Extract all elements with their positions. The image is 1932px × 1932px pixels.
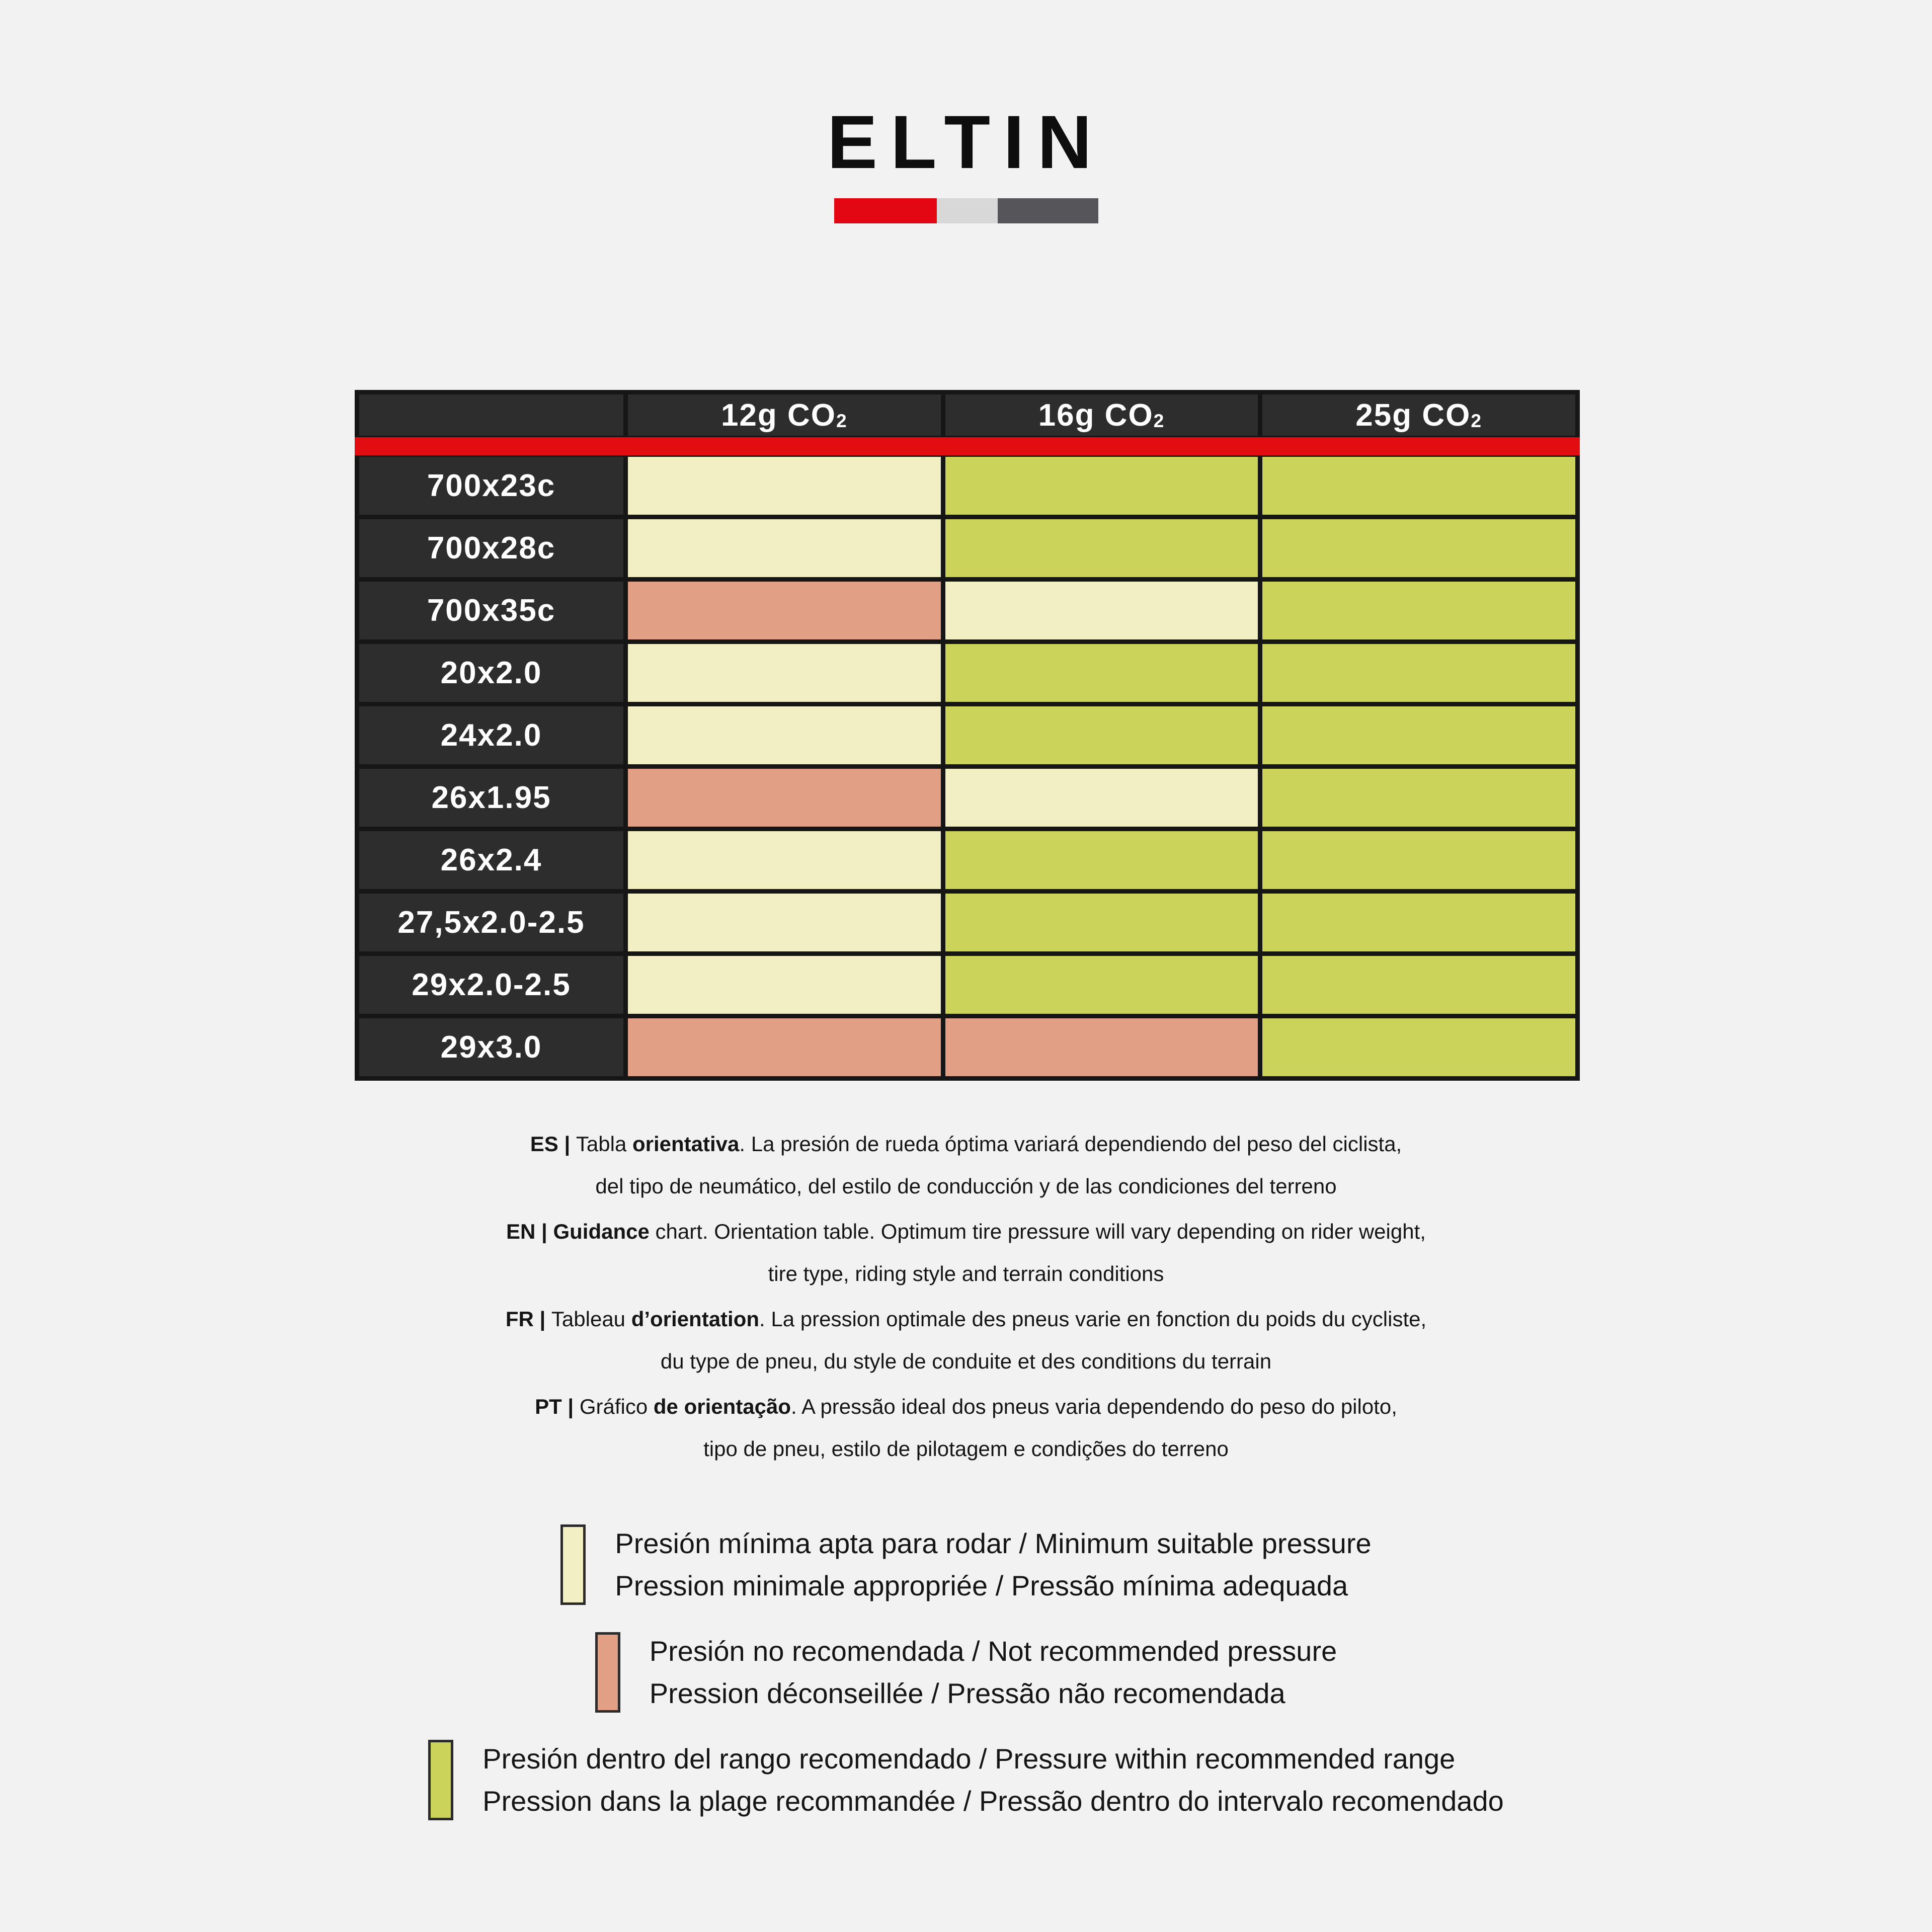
pressure-cell-recommended: [1262, 769, 1575, 827]
column-header: 25g CO 2: [1262, 394, 1575, 436]
tire-size-label: 700x35c: [359, 582, 623, 639]
brand-logo-text: ELTIN: [827, 100, 1105, 184]
guidance-notes: [0, 1123, 1932, 1473]
tire-size-label: 20x2.0: [359, 644, 623, 702]
column-header: 16g CO 2: [945, 394, 1258, 436]
column-header: 12g CO 2: [628, 394, 941, 436]
pressure-cell-min: [628, 831, 941, 889]
note-segment: tipo de pneu, estilo de pilotagem e condições do terreno: [703, 1437, 1229, 1461]
legend-item-not_recommended: [0, 1630, 1932, 1715]
tire-size-label: 27,5x2.0-2.5: [359, 894, 623, 951]
pressure-cell-recommended: [945, 519, 1258, 577]
legend-label: [650, 1630, 1337, 1715]
note-segment: Tabla: [576, 1132, 632, 1156]
tire-size-label: 26x2.4: [359, 831, 623, 889]
pressure-cell-recommended: [1262, 457, 1575, 515]
tire-size-label: 24x2.0: [359, 706, 623, 764]
legend-swatch-min: [560, 1524, 586, 1605]
note-line: [0, 1211, 1932, 1253]
note-segment: orientativa: [632, 1132, 740, 1156]
legend-label-line: Presión no recomendada / Not recommended pressure: [649, 1635, 1337, 1667]
pressure-cell-min: [628, 519, 941, 577]
note-line: [0, 1165, 1932, 1208]
pressure-cell-min: [628, 644, 941, 702]
legend: [0, 1522, 1932, 1845]
pressure-cell-min: [945, 769, 1258, 827]
logo-bar-segment: [937, 198, 998, 223]
pressure-cell-recommended: [1262, 1018, 1575, 1076]
note-segment: Tableau: [551, 1307, 631, 1331]
logo-bar-segment: [834, 198, 937, 223]
legend-swatch-recommended: [428, 1740, 453, 1820]
note-line: [0, 1428, 1932, 1470]
legend-label-line: Pression déconseillée / Pressão não recomendada: [649, 1677, 1285, 1709]
tire-size-label: 700x23c: [359, 457, 623, 515]
note-line: [0, 1123, 1932, 1165]
brand-logo: [0, 97, 1932, 223]
legend-label-line: Pression dans la plage recommandée / Pressão dentro do intervalo recomendado: [482, 1785, 1504, 1817]
legend-item-min: [0, 1522, 1932, 1607]
subscript-2: 2: [1153, 410, 1165, 431]
pressure-cell-recommended: [1262, 894, 1575, 951]
pressure-cell-recommended: [1262, 519, 1575, 577]
legend-label-line: Presión mínima apta para rodar / Minimum suitable pressure: [615, 1527, 1372, 1559]
pressure-cell-min: [945, 582, 1258, 639]
pressure-cell-not_recommended: [945, 1018, 1258, 1076]
note-line: [0, 1298, 1932, 1340]
note-line: [0, 1253, 1932, 1295]
note-segment: . A pressão ideal dos pneus varia dependendo do peso do piloto,: [790, 1395, 1397, 1418]
pressure-cell-not_recommended: [628, 1018, 941, 1076]
note-segment: del tipo de neumático, del estilo de conducción y de las condiciones del terreno: [595, 1174, 1337, 1198]
note-segment: ES |: [530, 1132, 576, 1156]
pressure-cell-recommended: [1262, 582, 1575, 639]
note-segment: . La presión de rueda óptima variará dependiendo del peso del ciclista,: [739, 1132, 1402, 1156]
legend-label: [482, 1738, 1504, 1822]
note-segment: FR |: [505, 1307, 551, 1331]
tire-size-label: 26x1.95: [359, 769, 623, 827]
note-segment: EN |: [506, 1220, 553, 1243]
note-segment: d’orientation: [631, 1307, 760, 1331]
legend-label: [615, 1522, 1371, 1607]
note-segment: PT |: [535, 1395, 580, 1418]
guidance-note: [0, 1298, 1932, 1383]
pressure-cell-not_recommended: [628, 769, 941, 827]
note-segment: . La pression optimale des pneus varie en fonction du poids du cycliste,: [759, 1307, 1427, 1331]
pressure-cell-recommended: [1262, 644, 1575, 702]
table-corner-cell: [359, 394, 623, 436]
pressure-cell-recommended: [1262, 706, 1575, 764]
brand-logo-bar: [834, 198, 1098, 223]
legend-item-recommended: [0, 1738, 1932, 1822]
pressure-cell-recommended: [945, 894, 1258, 951]
note-line: [0, 1386, 1932, 1428]
note-segment: du type de pneu, du style de conduite et des conditions du terrain: [660, 1349, 1272, 1373]
legend-label-line: Presión dentro del rango recomendado / Pressure within recommended range: [482, 1743, 1456, 1775]
guidance-note: [0, 1386, 1932, 1470]
pressure-cell-recommended: [945, 457, 1258, 515]
note-segment: Gráfico: [579, 1395, 654, 1418]
tire-size-label: 700x28c: [359, 519, 623, 577]
pressure-cell-recommended: [1262, 831, 1575, 889]
guidance-note: [0, 1211, 1932, 1295]
logo-bar-segment: [998, 198, 1098, 223]
note-segment: tire type, riding style and terrain conditions: [768, 1262, 1164, 1285]
subscript-2: 2: [1471, 410, 1483, 431]
note-segment: chart. Orientation table. Optimum tire pressure will vary depending on rider weight,: [649, 1220, 1426, 1243]
pressure-cell-min: [628, 457, 941, 515]
pressure-cell-not_recommended: [628, 582, 941, 639]
note-segment: de orientação: [653, 1395, 791, 1418]
guidance-note: [0, 1123, 1932, 1208]
pressure-cell-recommended: [1262, 956, 1575, 1014]
legend-swatch-not_recommended: [595, 1632, 620, 1713]
pressure-cell-recommended: [945, 956, 1258, 1014]
pressure-cell-recommended: [945, 706, 1258, 764]
subscript-2: 2: [836, 410, 848, 431]
legend-label-line: Pression minimale appropriée / Pressão mínima adequada: [615, 1570, 1348, 1601]
note-segment: Guidance: [553, 1220, 650, 1243]
note-line: [0, 1340, 1932, 1383]
pressure-cell-recommended: [945, 831, 1258, 889]
pressure-cell-recommended: [945, 644, 1258, 702]
pressure-table: [355, 390, 1580, 1081]
pressure-cell-min: [628, 706, 941, 764]
pressure-cell-min: [628, 956, 941, 1014]
tire-size-label: 29x3.0: [359, 1018, 623, 1076]
tire-size-label: 29x2.0-2.5: [359, 956, 623, 1014]
pressure-cell-min: [628, 894, 941, 951]
red-divider-line: [355, 437, 1580, 455]
